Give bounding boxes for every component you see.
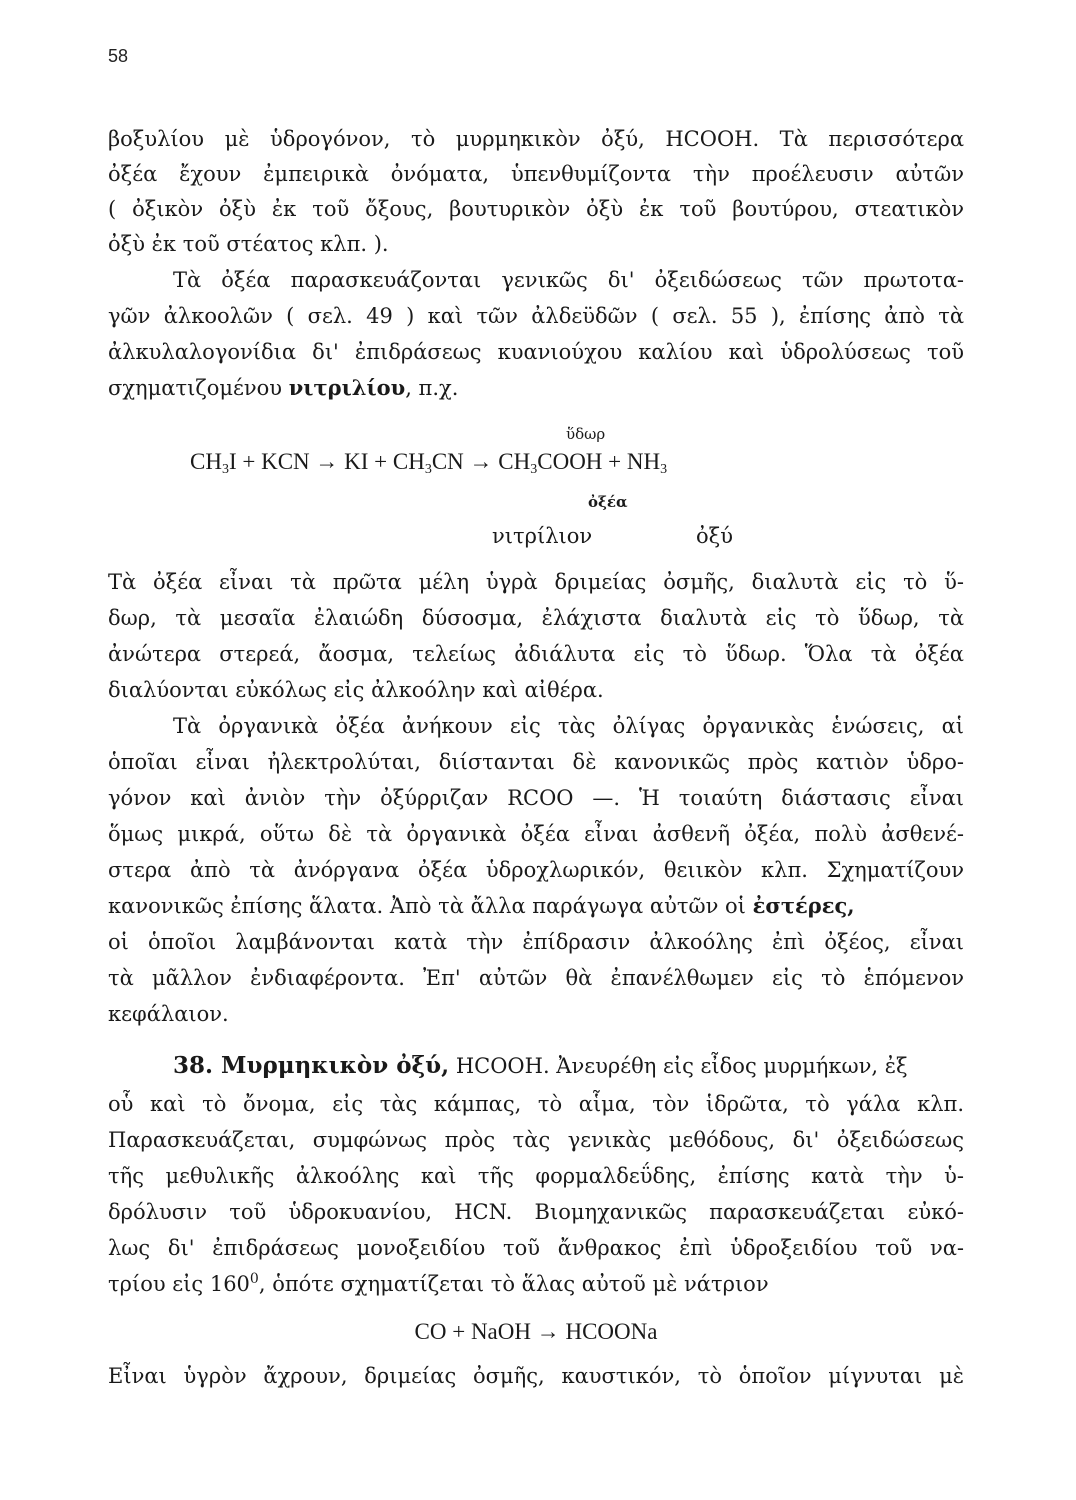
text-line xyxy=(108,1270,964,1298)
text-line: βοξυλίου μὲ ὑδρογόνον, τὸ μυρμηκικὸν ὀξύ, HCOOH. Τὰ περισσότερα xyxy=(108,127,964,151)
text-line: οὗ καὶ τὸ ὄνομα, εἰς τὰς κάμπας, τὸ αἷμα, τὸν ἱδρῶτα, τὸ γάλα κλπ. xyxy=(108,1092,964,1116)
eq-sub: 3 xyxy=(530,462,538,476)
text-span: , π.χ. xyxy=(405,376,459,400)
text-line: δρόλυσιν τοῦ ὑδροκυανίου, HCN. Βιομηχανικῶς παρασκευάζεται εὐκό- xyxy=(108,1200,964,1224)
eq-part: CN → CH xyxy=(431,449,531,474)
text-line: Παρασκευάζεται, συμφώνως πρὸς τὰς γενικὰς μεθόδους, δι' ὀξειδώσεως xyxy=(108,1128,964,1152)
text-line: κεφάλαιον. xyxy=(108,1002,229,1026)
label-nitrile: νιτρίλιον xyxy=(492,524,593,548)
text-line xyxy=(108,374,964,402)
text-span: HCOOH. Ἀνευρέθη εἰς εἶδος μυρμήκων, ἐξ xyxy=(449,1054,908,1078)
text-line: ( ὀξικὸν ὀξὺ ἐκ τοῦ ὄξους, βουτυρικὸν ὀξὺ ἐκ τοῦ βουτύρου, στεατικὸν xyxy=(108,197,964,221)
reagent-water-label: ὕδωρ xyxy=(566,425,606,443)
text-line: Τὰ ὀργανικὰ ὀξέα ἀνήκουν εἰς τὰς ὀλίγας ὀργανικὰς ἑνώσεις, αἱ xyxy=(173,714,964,738)
text-line: δωρ, τὰ μεσαῖα ἐλαιώδη δύσοσμα, ἐλάχιστα διαλυτὰ εἰς τὸ ὕδωρ, τὰ xyxy=(108,606,964,630)
term-nitrile: νιτριλίου xyxy=(288,375,406,400)
term-esters: ἐστέρες, xyxy=(752,893,855,918)
text-line: διαλύονται εὐκόλως εἰς ἀλκοόλην καὶ αἰθέρα. xyxy=(108,678,604,702)
label-acid: ὀξύ xyxy=(696,524,733,548)
text-span: τρίου εἰς 160 xyxy=(108,1272,250,1296)
text-line: γόνον καὶ ἀνιὸν τὴν ὀξύρριζαν RCOO —. Ἡ τοιαύτη διάστασις εἶναι xyxy=(108,786,964,810)
text-span: κανονικῶς ἐπίσης ἅλατα. Ἀπὸ τὰ ἄλλα παράγωγα αὐτῶν οἱ xyxy=(108,894,753,918)
text-span: , ὁπότε σχηματίζεται τὸ ἅλας αὐτοῦ μὲ νάτριον xyxy=(258,1272,769,1296)
eq-part: COOH + NH xyxy=(537,449,661,474)
eq-part: I + KCN → KI + CH xyxy=(228,449,425,474)
eq-part: CH xyxy=(190,449,222,474)
text-line: τὰ μᾶλλον ἐνδιαφέροντα. Ἐπ' αὐτῶν θὰ ἐπανέλθωμεν εἰς τὸ ἑπόμενον xyxy=(108,966,964,990)
text-line: ὁποῖαι εἶναι ἠλεκτρολύται, διίστανται δὲ κανονικῶς πρὸς κατιὸν ὑδρο- xyxy=(108,750,964,774)
page-number: 58 xyxy=(108,46,129,66)
text-span: σχηματιζομένου xyxy=(108,376,289,400)
section-heading: 38. Μυρμηκικὸν ὀξύ, xyxy=(173,1052,450,1079)
text-line: λως δι' ἐπιδράσεως μονοξειδίου τοῦ ἄνθρακος ἐπὶ ὑδροξειδίου τοῦ να- xyxy=(108,1236,964,1260)
section-first-line xyxy=(108,1052,964,1080)
degree-sup: 0 xyxy=(249,1271,259,1287)
text-line: ὅμως μικρά, οὕτω δὲ τὰ ὀργανικὰ ὀξέα εἶναι ἀσθενῆ ὀξέα, πολὺ ἀσθενέ- xyxy=(108,822,964,846)
reaction-equation xyxy=(190,448,930,476)
text-line: ἀνώτερα στερεά, ἄοσμα, τελείως ἀδιάλυτα εἰς τὸ ὕδωρ. Ὅλα τὰ ὀξέα xyxy=(108,642,964,666)
text-line: ὀξὺ ἐκ τοῦ στέατος κλπ. ). xyxy=(108,232,389,256)
text-line: Τὰ ὀξέα παρασκευάζονται γενικῶς δι' ὀξειδώσεως τῶν πρωτοτα- xyxy=(173,268,964,292)
text-line: Εἶναι ὑγρὸν ἄχρουν, δριμείας ὀσμῆς, καυστικόν, τὸ ὁποῖον μίγνυται μὲ xyxy=(108,1364,964,1388)
text-line: Τὰ ὀξέα εἶναι τὰ πρῶτα μέλη ὑγρὰ δριμείας ὀσμῆς, διαλυτὰ εἰς τὸ ὕ- xyxy=(108,570,964,594)
text-line: τῆς μεθυλικῆς ἀλκοόλης καὶ τῆς φορμαλδεΰδης, ἐπίσης κατὰ τὴν ὑ- xyxy=(108,1164,964,1188)
text-line: ὀξέα ἔχουν ἐμπειρικὰ ὀνόματα, ὑπενθυμίζοντα τὴν προέλευσιν αὐτῶν xyxy=(108,162,964,186)
text-line: στερα ἀπὸ τὰ ἀνόργανα ὀξέα ὑδροχλωρικόν, θειικὸν κλπ. Σχηματίζουν xyxy=(108,858,964,882)
text-line xyxy=(108,892,964,920)
text-line: γῶν ἀλκοολῶν ( σελ. 49 ) καὶ τῶν ἀλδεϋδῶν ( σελ. 55 ), ἐπίσης ἀπὸ τὰ xyxy=(108,304,964,328)
text-line: οἱ ὁποῖοι λαμβάνονται κατὰ τὴν ἐπίδρασιν ἀλκοόλης ἐπὶ ὀξέος, εἶναι xyxy=(108,930,964,954)
eq-sub: 3 xyxy=(424,462,432,476)
eq-sub: 3 xyxy=(660,462,668,476)
text-line: ἀλκυλαλογονίδια δι' ἐπιδράσεως κυανιούχου καλίου καὶ ὑδρολύσεως τοῦ xyxy=(108,340,964,364)
reaction-equation-2: CO + NaOH → HCOONa xyxy=(414,1319,658,1344)
reagent-acid-label: ὀξέα xyxy=(588,493,628,511)
eq-sub: 3 xyxy=(221,462,229,476)
